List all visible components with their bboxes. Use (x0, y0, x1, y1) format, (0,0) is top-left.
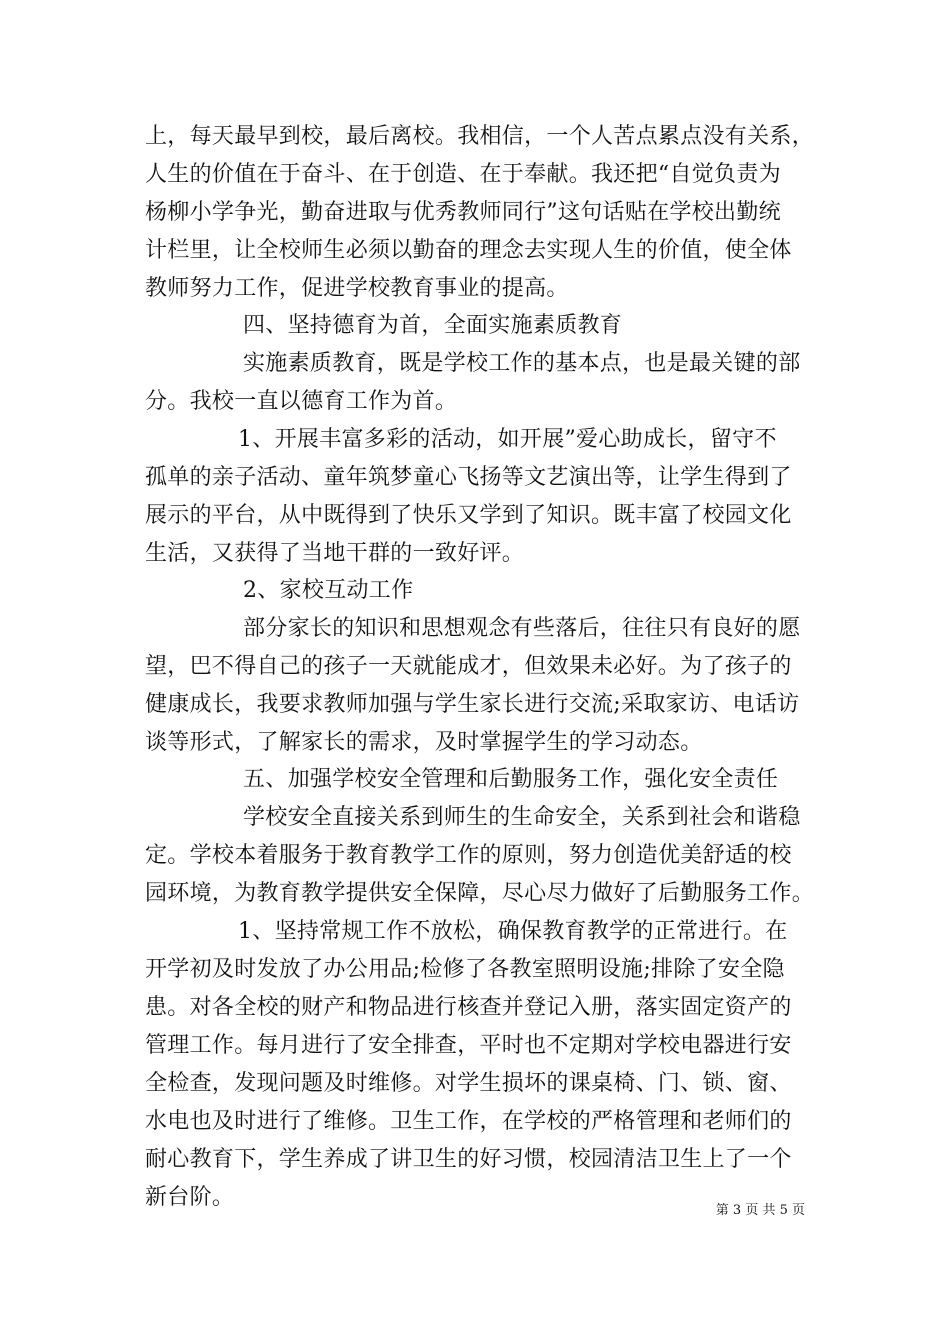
subsection-heading: 1、开展丰富多彩的活动，如开展”爱心助成长，留守不 (238, 427, 777, 452)
text-line: 孤单的亲子活动、童年筑梦童心飞扬等文艺演出等，让学生得到了 (145, 465, 792, 490)
section-heading: 四、坚持德育为首，全面实施素质教育 (243, 313, 623, 338)
text-line: 学校安全直接关系到师生的生命安全，关系到社会和谐稳 (243, 805, 801, 830)
page-number: 第 3 页 共 5 页 (715, 1203, 805, 1218)
text-line: 生活，又获得了当地干群的一致好评。 (145, 541, 525, 566)
text-line: 展示的平台，从中既得到了快乐又学到了知识。既丰富了校园文化 (145, 503, 792, 528)
text-line: 分。我校一直以德育工作为首。 (145, 389, 458, 414)
text-line: 谈等形式，了解家长的需求，及时掌握学生的学习动态。 (145, 730, 703, 755)
text-line: 实施素质教育，既是学校工作的基本点，也是最关键的部 (243, 351, 801, 376)
text-line: 耐心教育下，学生养成了讲卫生的好习惯，校园清洁卫生上了一个 (145, 1147, 792, 1172)
text-line: 定。学校本着服务于教育教学工作的原则，努力创造优美舒适的校 (145, 843, 792, 868)
text-line: 全检查，发现问题及时维修。对学生损坏的课桌椅、门、锁、窗、 (145, 1071, 792, 1096)
text-line: 健康成长，我要求教师加强与学生家长进行交流;采取家访、电话访 (145, 692, 800, 717)
text-line: 部分家长的知识和思想观念有些落后，往往只有良好的愿 (243, 616, 801, 641)
text-line: 患。对各全校的财产和物品进行核查并登记入册，落实固定资产的 (145, 995, 792, 1020)
text-line: 人生的价值在于奋斗、在于创造、在于奉献。我还把“自觉负责为 (145, 162, 781, 187)
text-line: 水电也及时进行了维修。卫生工作，在学校的严格管理和老师们的 (145, 1109, 792, 1134)
text-line: 园环境，为教育教学提供安全保障，尽心尽力做好了后勤服务工作。 (145, 881, 815, 906)
text-line: 新台阶。 (145, 1185, 235, 1210)
text-line: 望，巴不得自己的孩子一天就能成才，但效果未必好。为了孩子的 (145, 654, 792, 679)
subsection-heading: 1、坚持常规工作不放松，确保教育教学的正常进行。在 (238, 919, 788, 944)
text-line: 管理工作。每月进行了安全排查，平时也不定期对学校电器进行安 (145, 1033, 792, 1058)
text-line: 杨柳小学争光，勤奋进取与优秀教师同行”这句话贴在学校出勤统 (145, 200, 781, 225)
text-line: 教师努力工作，促进学校教育事业的提高。 (145, 276, 569, 301)
text-line: 上，每天最早到校，最后离校。我相信，一个人苦点累点没有关系， (145, 124, 815, 149)
text-line: 计栏里，让全校师生必须以勤奋的理念去实现人生的价值，使全体 (145, 238, 792, 263)
subsection-heading: 2、家校互动工作 (243, 578, 414, 603)
section-heading: 五、加强学校安全管理和后勤服务工作，强化安全责任 (243, 767, 779, 792)
text-line: 开学初及时发放了办公用品;检修了各教室照明设施;排除了安全隐 (145, 957, 785, 982)
